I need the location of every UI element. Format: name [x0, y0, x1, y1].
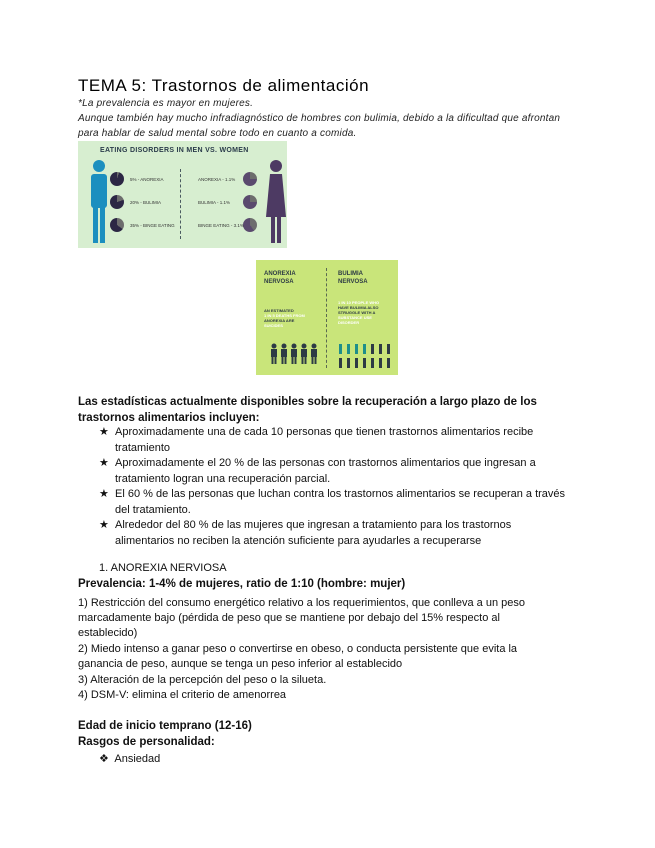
women-stat: BINGE EATING - 3.1% — [198, 223, 244, 228]
bulimia-fact: 1 IN 10 PEOPLE WHO HAVE BULIMIA ALSO STRUGGLE WITH A SUBSTANCE USE DISORDER — [338, 300, 380, 325]
pie-icon — [243, 195, 257, 209]
anorexia-title: ANOREXIA NERVOSA — [264, 271, 296, 285]
star-bullet-icon: ★ — [99, 519, 109, 531]
trait-item: ❖ Ansiedad — [99, 753, 161, 765]
star-bullet-icon: ★ — [99, 488, 109, 500]
criteria-line: 4) DSM-V: elimina el criterio de amenorrea — [78, 689, 287, 701]
infographic-men-vs-women — [78, 141, 287, 248]
anorexia-fact: AN ESTIMATED 1 IN 5 DEATHS FROM ANOREXIA ARE SUICIDES — [264, 308, 305, 328]
criteria-line: ganancia de peso, aunque se tenga un peso inferior al establecido — [78, 658, 403, 670]
document-page: TEMA 5: Trastornos de alimentación *La prevalencia es mayor en mujeres. Aunque también hay mucho infradiagnóstico de hombres con bulimia, debido a la dificultad que afrontan para hablar de salud mental sobre todo en cuanto a comida. EATING DISORDERS IN MEN VS. WOMEN 5% - ANOREXIA 20% - BULIMIA 35% - BINGE EATING ANOREXIA - 1.1% BULIMIA - 1.1% BINGE EATING - 3.1% ANOREXIA NERVOSA BULIMIA NERVOSA AN ESTIMATED 1 IN 5 DEATHS FROM ANOREXIA ARE SUICIDES 1 IN 10 PEOPLE WHO HAVE BULIMIA ALSO STRUGGLE WITH A SUBSTANCE USE DISORDER Las estadísticas actualmente disponibles sobre la recuperación a largo plazo de los trastornos alimentarios incluyen: ★ Aproximadamente una de cada 10 personas que tienen trastornos alimentarios recibe tratamiento ★ Aproximadamente el 20 % de las personas con trastornos alimentarios que ingresan a tratamiento logran una recuperación parcial. ★ El 60 % de las personas que luchan contra los trastornos alimentarios se recuperan a través del tratamiento. ★ Alrededor del 80 % de las mujeres que ingresan a tratamiento para los trastornos alimentarios no reciben la atención suficiente para ayudarles a recuperarse 1. ANOREXIA NERVIOSA Prevalencia: 1-4% de mujeres, ratio de 1:10 (hombre: mujer) 1) Restricción del consumo energético relativo a los requerimientos, que conlleva a un peso marcadamente bajo (pérdida de peso que se mantiene por debajo del 15% respecto al establecido) 2) Miedo intenso a ganar peso o convertirse en obeso, o conducta persistente que evita la ganancia de peso, aunque se tenga un peso inferior al establecido 3) Alteración de la percepción del peso o la silueta. 4) DSM-V: elimina el criterio de amenorrea Edad de inicio temprano (12-16) Rasgos de personalidad: ❖ Ansiedad — [0, 0, 655, 848]
criteria-line: 1) Restricción del consumo energético relativo a los requerimientos, que conlleva a un peso — [78, 597, 525, 609]
criteria-line: establecido) — [78, 627, 138, 639]
onset-age: Edad de inicio temprano (12-16) — [78, 720, 252, 732]
criteria-line: 2) Miedo intenso a ganar peso o convertirse en obeso, o conducta persistente que evita la — [78, 643, 518, 655]
women-stat: BULIMIA - 1.1% — [198, 200, 231, 205]
pie-icon — [243, 218, 257, 232]
bulimia-title: BULIMIA NERVOSA — [338, 271, 368, 285]
criteria-line: marcadamente bajo (pérdida de peso que se mantiene por debajo del 15% respecto al — [78, 612, 500, 624]
infographic-anorexia-bulimia — [256, 260, 398, 375]
men-stat: 20% - BULIMIA — [130, 200, 162, 205]
men-stat: 5% - ANOREXIA — [130, 177, 164, 182]
men-stat: 35% - BINGE EATING — [130, 223, 175, 228]
page-title: TEMA 5: Trastornos de alimentación — [78, 76, 370, 95]
star-bullet-icon: ★ — [99, 457, 109, 469]
prevalence: Prevalencia: 1-4% de mujeres, ratio de 1:10 (hombre: mujer) — [78, 578, 406, 590]
divider — [180, 169, 181, 239]
pie-icon — [110, 172, 124, 186]
divider — [326, 268, 327, 368]
diamond-bullet-icon: ❖ — [99, 753, 109, 765]
section-heading: 1. ANOREXIA NERVIOSA — [99, 562, 227, 574]
stats-heading: Las estadísticas actualmente disponibles sobre la recuperación a largo plazo de los trastornos alimentarios incluyen: — [78, 396, 537, 424]
note-line: Aunque también hay mucho infradiagnóstico de hombres con bulimia, debido a la dificultad que afrontan — [78, 113, 561, 124]
women-stat: ANOREXIA - 1.1% — [198, 177, 236, 182]
bottle-icons — [338, 342, 392, 370]
pie-icon — [110, 195, 124, 209]
note-line: para hablar de salud mental sobre todo en cuanto a comida. — [78, 128, 357, 139]
man-figure-icon — [88, 159, 110, 245]
infographic-heading: EATING DISORDERS IN MEN VS. WOMEN — [100, 147, 249, 154]
note-line: *La prevalencia es mayor en mujeres. — [78, 98, 254, 109]
pie-icon — [243, 172, 257, 186]
traits-heading: Rasgos de personalidad: — [78, 736, 215, 748]
criteria-line: 3) Alteración de la percepción del peso o la silueta. — [78, 674, 327, 686]
people-icons — [270, 343, 320, 365]
star-bullet-icon: ★ — [99, 426, 109, 438]
woman-figure-icon — [266, 159, 286, 245]
pie-icon — [110, 218, 124, 232]
